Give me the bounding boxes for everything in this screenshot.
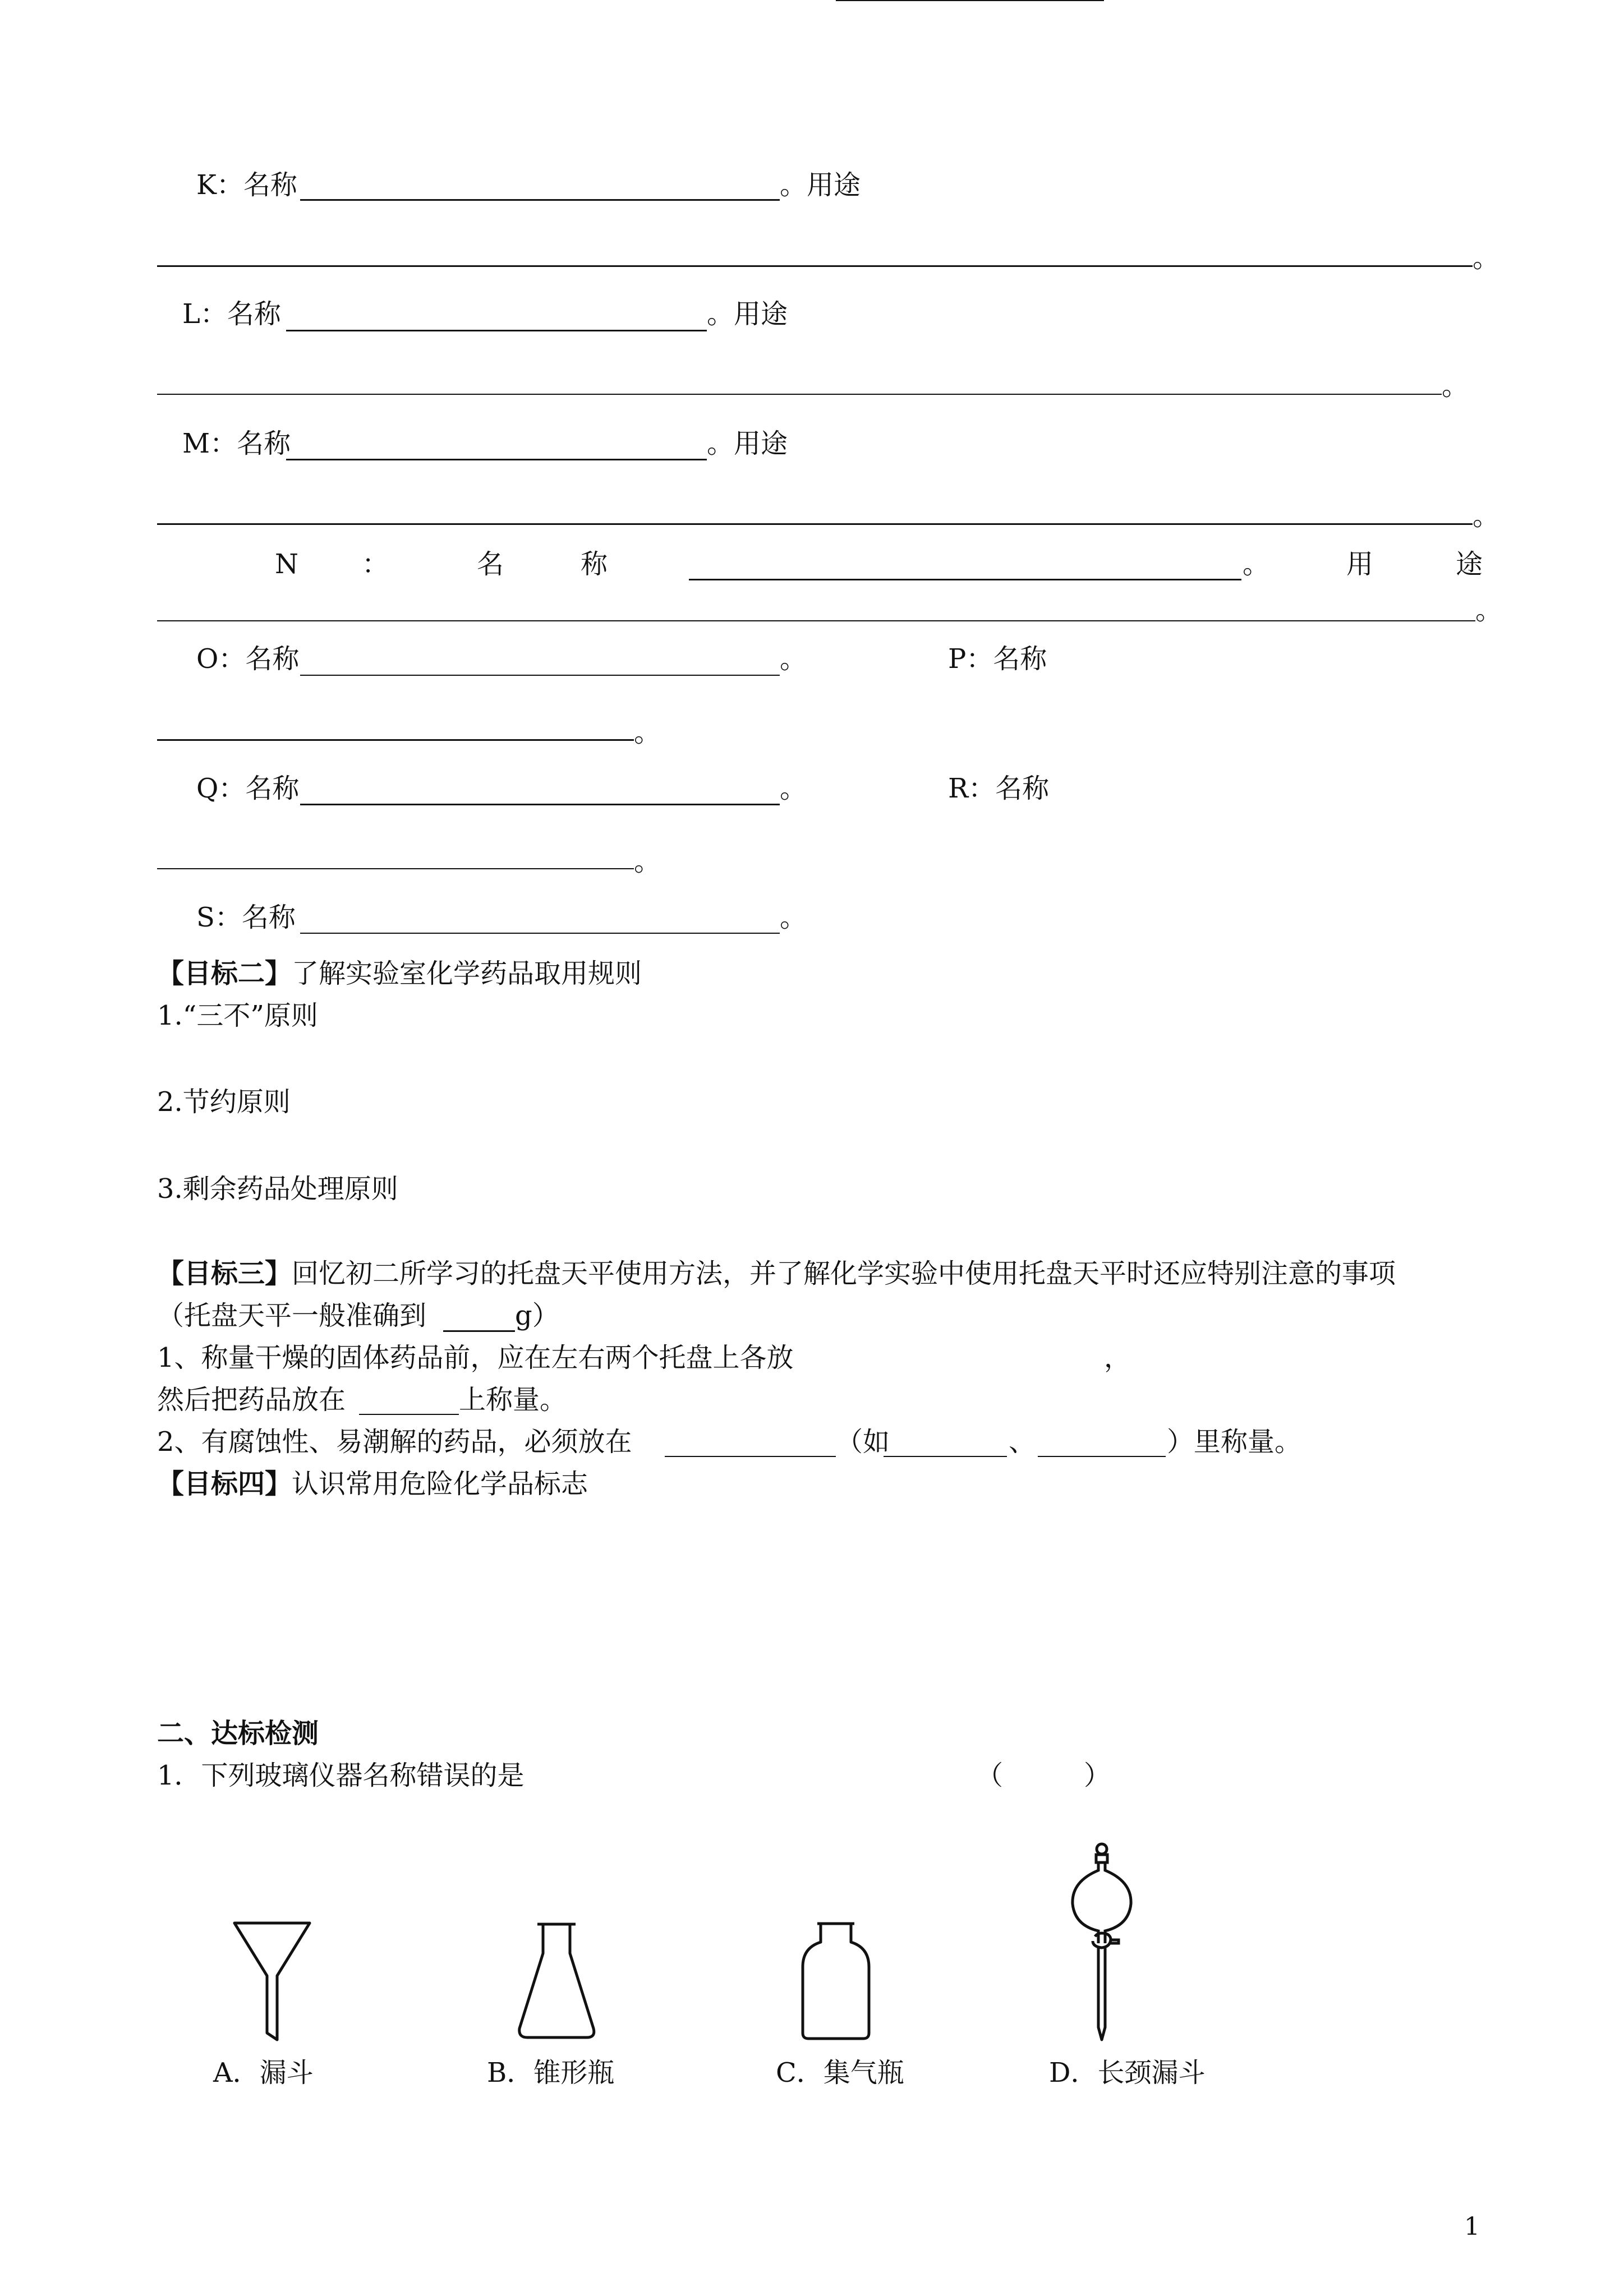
q-name-blank[interactable] bbox=[300, 804, 780, 805]
goal2-tag: 【目标二】 bbox=[157, 958, 292, 989]
o-end: 。 bbox=[780, 643, 807, 675]
n-label-cheng: 称 bbox=[581, 548, 608, 580]
l-name-label: L：名称 bbox=[182, 298, 281, 330]
goal3-q1-end: 上称量。 bbox=[459, 1384, 567, 1416]
k-use-blank[interactable] bbox=[157, 265, 1473, 267]
p-name-label: P：名称 bbox=[948, 643, 1047, 675]
goal3-precision-suffix: g） bbox=[515, 1300, 559, 1331]
q2-example2-blank[interactable] bbox=[1038, 1456, 1166, 1457]
q-name-label: Q：名称 bbox=[196, 773, 300, 804]
l-use-blank[interactable] bbox=[157, 394, 1442, 395]
r-name-label: R：名称 bbox=[948, 773, 1050, 804]
n-name-blank[interactable] bbox=[689, 579, 1241, 580]
question-1: 1．下列玻璃仪器名称错误的是 bbox=[157, 1760, 525, 1791]
goal3-q1-text: 1、称量干燥的固体药品前，应在左右两个托盘上各放 bbox=[157, 1342, 794, 1373]
p-name-blank[interactable] bbox=[157, 739, 634, 741]
s-end: 。 bbox=[780, 902, 807, 933]
section-heading: 二、达标检测 bbox=[157, 1718, 319, 1749]
s-name-label: S：名称 bbox=[196, 902, 296, 933]
q2-container-blank[interactable] bbox=[665, 1456, 836, 1457]
option-d[interactable]: D．长颈漏斗 bbox=[1049, 2057, 1206, 2088]
separatory-funnel-icon bbox=[1066, 1842, 1139, 2044]
goal4-heading bbox=[157, 1468, 588, 1501]
option-b[interactable]: B．锥形瓶 bbox=[487, 2057, 615, 2088]
goal3-text: 回忆初二所学习的托盘天平使用方法，并了解化学实验中使用托盘天平时还应特别注意的事项 bbox=[292, 1258, 1396, 1289]
r-end: 。 bbox=[634, 846, 661, 877]
n-label-yong: 用 bbox=[1346, 548, 1374, 580]
s-name-blank[interactable] bbox=[300, 933, 780, 934]
l-end: 。 bbox=[1442, 370, 1469, 402]
q1-paper-blank[interactable] bbox=[836, 0, 1104, 1]
q2-example1-blank[interactable] bbox=[884, 1456, 1007, 1457]
l-use-label: 。用途 bbox=[707, 298, 788, 330]
conical-flask-icon bbox=[515, 1921, 599, 2041]
goal3-tag: 【目标三】 bbox=[157, 1258, 292, 1289]
goal3-q1-comma: ， bbox=[1104, 1342, 1131, 1373]
q1-pan-blank[interactable] bbox=[359, 1414, 459, 1415]
n-end: 。 bbox=[1475, 594, 1503, 626]
n-label-colon: ： bbox=[362, 548, 389, 580]
m-name-label: M：名称 bbox=[182, 428, 291, 459]
n-label-ming: 名 bbox=[477, 548, 504, 580]
k-use-label: 。用途 bbox=[780, 169, 861, 201]
p-end: 。 bbox=[634, 717, 661, 748]
m-end: 。 bbox=[1473, 500, 1500, 532]
goal3-q1-cont: 然后把药品放在 bbox=[157, 1384, 346, 1416]
k-name-label: K：名称 bbox=[196, 169, 297, 201]
goal3-heading bbox=[157, 1258, 1396, 1290]
q-end: 。 bbox=[780, 773, 807, 804]
goal2-item-1: 1.“三不”原则 bbox=[157, 1000, 318, 1031]
n-use-blank[interactable] bbox=[157, 620, 1475, 621]
goal3-q2-end: ）里称量。 bbox=[1167, 1426, 1302, 1458]
n-label-n: N bbox=[275, 548, 298, 580]
goal3-q2-dun: 、 bbox=[1009, 1426, 1036, 1458]
r-name-blank[interactable] bbox=[157, 868, 634, 869]
goal3-q2-text: 2、有腐蚀性、易潮解的药品，必须放在 bbox=[157, 1426, 632, 1458]
k-end: 。 bbox=[1473, 242, 1500, 274]
l-name-blank[interactable] bbox=[286, 330, 707, 331]
m-use-blank[interactable] bbox=[157, 523, 1473, 525]
option-a[interactable]: A．漏斗 bbox=[213, 2057, 314, 2088]
k-name-blank[interactable] bbox=[300, 199, 780, 201]
goal2-heading bbox=[157, 958, 642, 990]
o-name-blank[interactable] bbox=[300, 675, 780, 676]
goal3-precision-prefix: （托盘天平一般准确到 bbox=[157, 1300, 427, 1331]
page-number: 1 bbox=[1464, 2212, 1480, 2241]
m-use-label: 。用途 bbox=[707, 428, 788, 459]
n-sep: 。 bbox=[1243, 548, 1270, 580]
n-label-tu: 途 bbox=[1456, 548, 1483, 580]
goal3-q2-eg: （如 bbox=[836, 1426, 890, 1458]
goal2-text: 了解实验室化学药品取用规则 bbox=[292, 958, 642, 989]
goal4-tag: 【目标四】 bbox=[157, 1468, 292, 1500]
precision-blank[interactable] bbox=[443, 1330, 515, 1332]
funnel-icon bbox=[230, 1921, 314, 2041]
answer-paren[interactable]: （ ） bbox=[976, 1760, 1111, 1791]
goal2-item-2: 2.节约原则 bbox=[157, 1086, 291, 1118]
o-name-label: O：名称 bbox=[196, 643, 300, 675]
option-c[interactable]: C．集气瓶 bbox=[776, 2057, 904, 2088]
goal2-item-3: 3.剩余药品处理原则 bbox=[157, 1173, 398, 1205]
gas-collecting-bottle-icon bbox=[799, 1921, 872, 2041]
goal4-text: 认识常用危险化学品标志 bbox=[292, 1468, 588, 1500]
m-name-blank[interactable] bbox=[286, 459, 707, 460]
